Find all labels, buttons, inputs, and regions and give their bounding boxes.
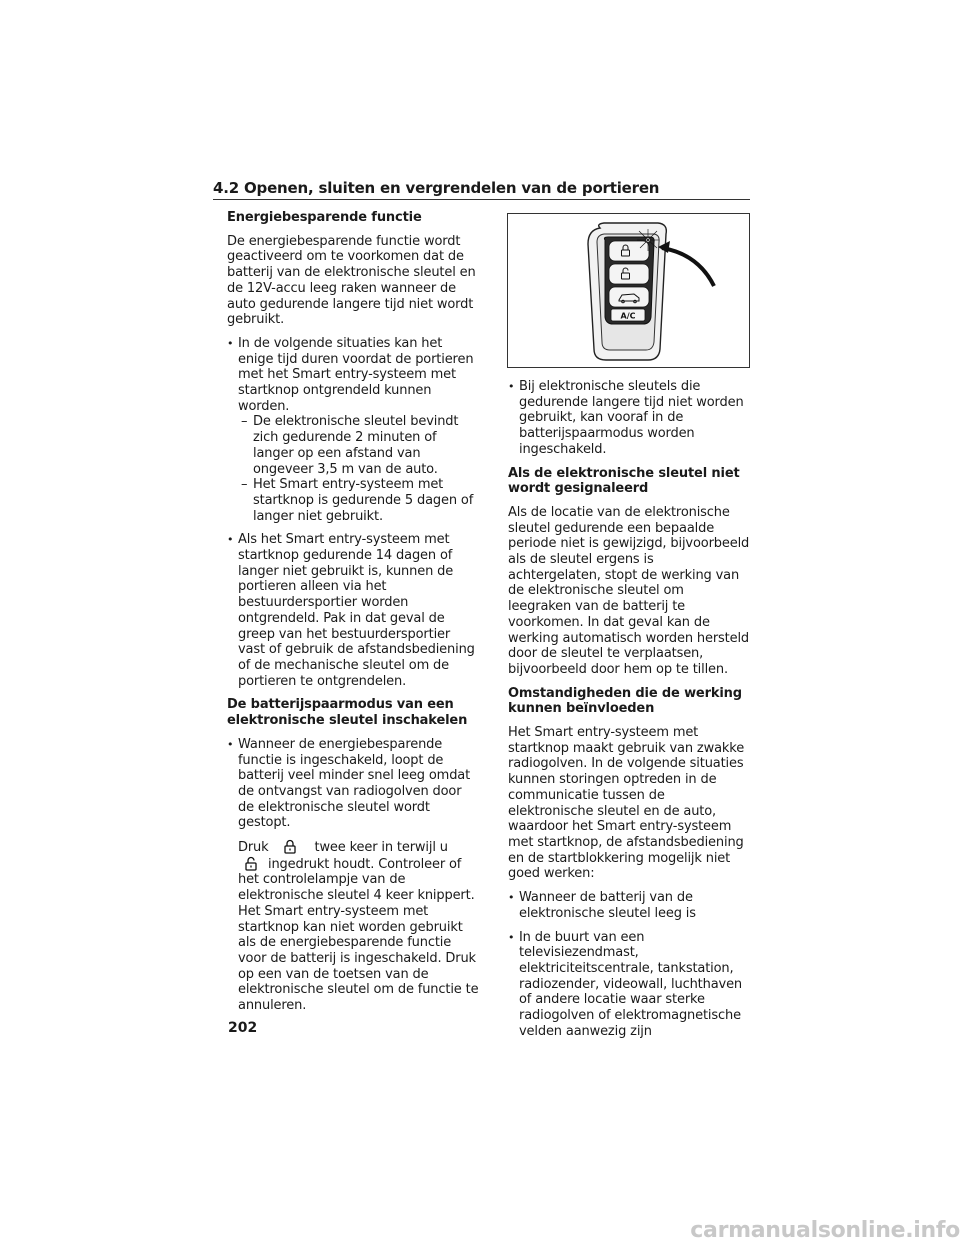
- header-divider: [213, 199, 750, 200]
- bullet-14-days: • Als het Smart entry-systeem met startknop gedurende 14 dagen of langer niet gebruikt is, kunnen de portieren alleen via het bestuurdersportier worden ontgrendeld. Pak in dat geval de greep van het bestuurdersportier vast of gebruik de afstandsbediening of de mechanische sleutel om de portieren te ontgrendelen.: [227, 532, 479, 689]
- page-number: 202: [228, 1020, 258, 1036]
- instruction-paragraph: [227, 839, 479, 1014]
- trunk-button: [609, 287, 649, 307]
- sub-item-days: – Het Smart entry-systeem met startknop is gedurende 5 dagen of langer niet gebruikt.: [227, 477, 479, 524]
- heading-conditions: Omstandigheden die de werking kunnen beïnvloeden: [508, 685, 742, 717]
- left-column: [227, 210, 479, 1014]
- sub-list: [227, 414, 479, 524]
- instruction-text-b: twee keer in terwijl u: [314, 840, 448, 856]
- bullet-battery-empty: • Wanneer de batterij van de elektronische sleutel leeg is: [508, 890, 750, 921]
- instruction-text-a: Druk: [238, 840, 269, 856]
- heading-energy-saving: Energiebesparende functie: [227, 210, 422, 225]
- bullet-battery-save: • Wanneer de energiebesparende functie is ingeschakeld, loopt de batterij veel minder snel leeg omdat de ontvangst van radiogolven door de elektronische sleutel wordt gestopt.: [227, 737, 479, 831]
- sub-item-distance: – De elektronische sleutel bevindt zich gedurende 2 minuten of langer op een afstand van ongeveer 3,5 m van de auto.: [227, 414, 479, 477]
- ac-label: A/C: [620, 311, 636, 321]
- bullet-prior-activation: • Bij elektronische sleutels die gedurende langere tijd niet worden gebruikt, kan vooraf in de batterijspaarmodus worden ingeschakeld.: [508, 379, 750, 458]
- bullet-radio-interference: • In de buurt van een televisiezendmast, elektriciteitscentrale, tankstation, radiozender, videowall, luchthaven of andere locatie waar sterke radiogolven of elektromagnetische velden aanwezig zijn: [508, 930, 750, 1040]
- unlock-icon: [244, 856, 258, 871]
- paragraph-key-not-detected: Als de locatie van de elektronische sleutel gedurende een bepaalde periode niet is gewijzigd, bijvoorbeeld als de sleutel ergens is achtergelaten, stopt de werking van de elektronische sleutel om leegraken van de batterij te voorkomen. In dat geval kan de werking automatisch worden hersteld door de sleutel te verplaatsen, bijvoorbeeld door hem op te tillen.: [508, 504, 750, 677]
- heading-key-not-detected: Als de elektronische sleutel niet wordt gesignaleerd: [508, 465, 740, 497]
- heading-battery-save-mode: De batterijspaarmodus van een elektronische sleutel inschakelen: [227, 697, 468, 729]
- pointer-arrow: [662, 248, 714, 286]
- section-title: 4.2 Openen, sluiten en vergrendelen van de portieren: [213, 179, 660, 197]
- right-column: [508, 379, 750, 1047]
- bullet-delay: • In de volgende situaties kan het enige tijd duren voordat de portieren met het Smart entry-systeem met startknop ontgrendeld kunnen worden.: [227, 336, 479, 415]
- key-fob-figure: [507, 213, 750, 368]
- instruction-text-c: ingedrukt houdt. Controleer of het controlelampje van de elektronische sleutel 4 keer knippert. Het Smart entry-systeem met startknop kan niet worden gebruikt als de energiebesparende functie voor de batterij is ingeschakeld. Druk op een van de toetsen van de elektronische sleutel om de functie te annuleren.: [238, 856, 479, 1014]
- watermark: carmanualsonline.info: [690, 1218, 960, 1243]
- key-fob-illustration: [508, 214, 749, 367]
- paragraph-conditions: Het Smart entry-systeem met startknop maakt gebruik van zwakke radiogolven. In de volgende situaties kunnen storingen optreden in de communicatie tussen de elektronische sleutel en de auto, waardoor het Smart entry-systeem met startknop, de afstandsbediening en de startblokkering mogelijk niet goed werken:: [508, 725, 745, 882]
- lock-icon: [283, 839, 297, 854]
- paragraph-energy-saving: De energiebesparende functie wordt geactiveerd om te voorkomen dat de batterij van de elektronische sleutel en de 12V-accu leeg raken wanneer de auto gedurende langere tijd niet wordt gebruikt.: [227, 233, 476, 328]
